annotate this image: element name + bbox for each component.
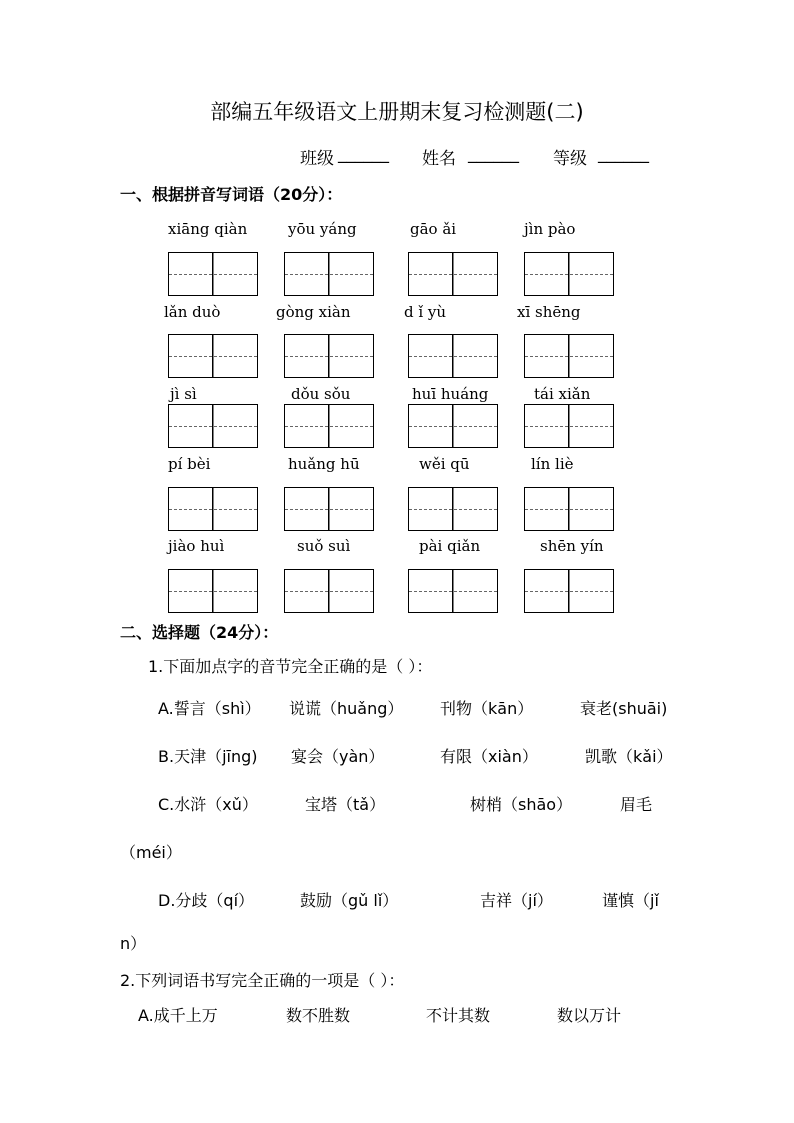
q2-option-a-1: A.成千上万 bbox=[138, 1006, 218, 1025]
option-b-3: 有限（xiàn） bbox=[440, 747, 538, 766]
option-d-4: 谨慎（jǐ bbox=[602, 891, 659, 910]
class-label: 班级 bbox=[300, 149, 334, 169]
option-d-1: D.分歧（qí） bbox=[158, 891, 255, 910]
option-a-4: 衰老(shuāi) bbox=[580, 699, 668, 718]
writing-box[interactable] bbox=[284, 334, 374, 378]
pinyin-label: lǎn duò bbox=[164, 303, 221, 321]
name-blank[interactable]: ______ bbox=[468, 144, 519, 164]
writing-box[interactable] bbox=[168, 569, 258, 613]
writing-box[interactable] bbox=[168, 487, 258, 531]
option-c-2: 宝塔（tǎ） bbox=[305, 795, 386, 814]
q2-option-a-4: 数以万计 bbox=[557, 1006, 622, 1025]
writing-box[interactable] bbox=[408, 334, 498, 378]
pinyin-label: pài qiǎn bbox=[419, 537, 481, 555]
pinyin-label: tái xiǎn bbox=[534, 385, 591, 403]
writing-box[interactable] bbox=[284, 252, 374, 296]
question-2-stem: 2.下列词语书写完全正确的一项是（ ）： bbox=[120, 971, 405, 990]
option-c-4: 眉毛 bbox=[620, 795, 653, 814]
writing-box[interactable] bbox=[524, 334, 614, 378]
class-blank[interactable]: ______ bbox=[338, 144, 389, 164]
writing-box[interactable] bbox=[168, 252, 258, 296]
pinyin-label: jìn pào bbox=[524, 220, 576, 238]
pinyin-label: huǎng hū bbox=[288, 455, 360, 473]
option-b-1: B.天津（jīng) bbox=[158, 747, 258, 766]
writing-box[interactable] bbox=[408, 404, 498, 448]
section2-heading: 二、选择题（24分）： bbox=[120, 623, 279, 642]
page-title: 部编五年级语文上册期末复习检测题(二) bbox=[210, 100, 584, 124]
question-1-stem: 1.下面加点字的音节完全正确的是（ ）： bbox=[148, 657, 433, 676]
name-label: 姓名 bbox=[422, 149, 456, 169]
grade-blank[interactable]: ______ bbox=[598, 144, 649, 164]
pinyin-label: dǒu sǒu bbox=[291, 385, 351, 403]
pinyin-label: xī shēng bbox=[517, 303, 581, 321]
option-c-continued: （méi） bbox=[120, 843, 182, 862]
pinyin-label: jiào huì bbox=[168, 537, 225, 555]
pinyin-label: huī huáng bbox=[412, 385, 489, 403]
option-a-2: 说谎（huǎng） bbox=[289, 699, 404, 718]
q2-option-a-2: 数不胜数 bbox=[286, 1006, 351, 1025]
option-d-continued: n） bbox=[120, 934, 147, 953]
writing-box[interactable] bbox=[284, 569, 374, 613]
pinyin-label: jì sì bbox=[170, 385, 197, 403]
pinyin-label: wěi qū bbox=[419, 455, 470, 473]
grade-label: 等级 bbox=[553, 149, 587, 169]
option-c-3: 树梢（shāo） bbox=[470, 795, 573, 814]
writing-box[interactable] bbox=[524, 569, 614, 613]
option-b-4: 凯歌（kǎi） bbox=[585, 747, 673, 766]
pinyin-label: yōu yáng bbox=[288, 220, 357, 238]
pinyin-label: gòng xiàn bbox=[276, 303, 351, 321]
writing-box[interactable] bbox=[524, 487, 614, 531]
pinyin-label: suǒ suì bbox=[297, 537, 351, 555]
option-b-2: 宴会（yàn） bbox=[291, 747, 385, 766]
writing-box[interactable] bbox=[284, 487, 374, 531]
pinyin-label: d ǐ yù bbox=[404, 303, 447, 321]
writing-box[interactable] bbox=[168, 404, 258, 448]
option-d-2: 鼓励（gǔ lǐ） bbox=[300, 891, 399, 910]
option-a-3: 刊物（kān） bbox=[440, 699, 534, 718]
writing-box[interactable] bbox=[168, 334, 258, 378]
writing-box[interactable] bbox=[284, 404, 374, 448]
writing-box[interactable] bbox=[408, 569, 498, 613]
pinyin-label: pí bèi bbox=[168, 455, 211, 473]
writing-box[interactable] bbox=[524, 252, 614, 296]
option-a-1: A.誓言（shì） bbox=[158, 699, 261, 718]
pinyin-label: xiāng qiàn bbox=[168, 220, 248, 238]
writing-box[interactable] bbox=[524, 404, 614, 448]
option-c-1: C.水浒（xǔ） bbox=[158, 795, 258, 814]
writing-box[interactable] bbox=[408, 487, 498, 531]
pinyin-label: lín liè bbox=[531, 455, 574, 473]
pinyin-label: gāo ǎi bbox=[410, 220, 457, 238]
section1-heading: 一、根据拼音写词语（20分）： bbox=[120, 185, 343, 204]
q2-option-a-3: 不计其数 bbox=[426, 1006, 491, 1025]
option-d-3: 吉祥（jí） bbox=[480, 891, 553, 910]
pinyin-label: shēn yín bbox=[540, 537, 604, 555]
writing-box[interactable] bbox=[408, 252, 498, 296]
